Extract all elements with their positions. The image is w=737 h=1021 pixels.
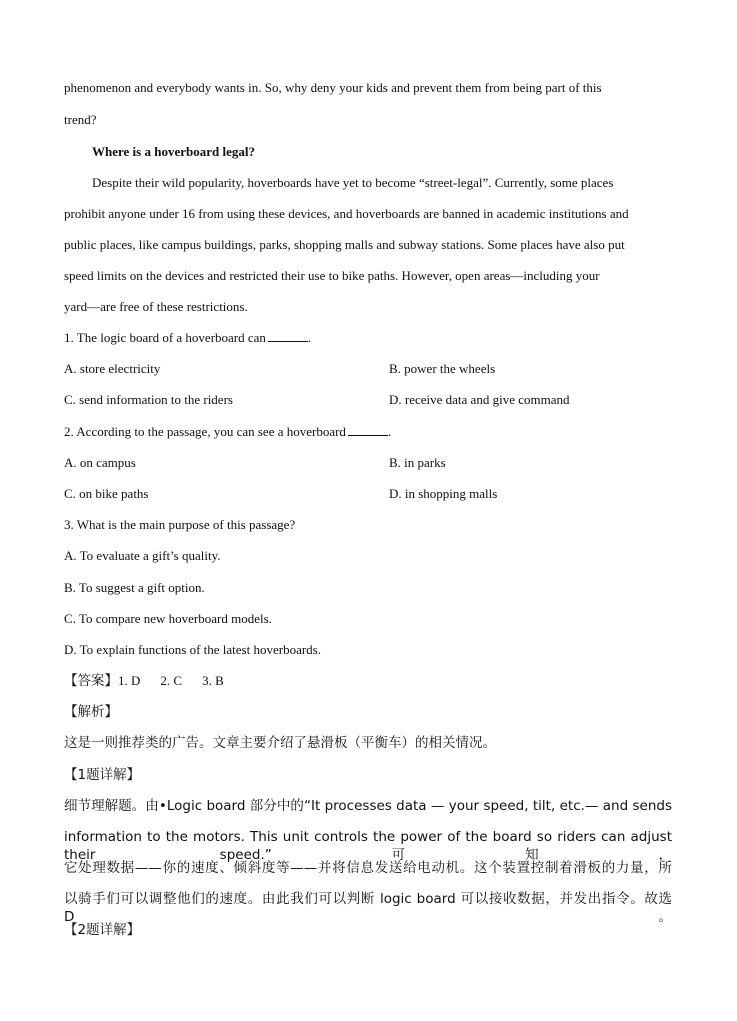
option-a: A. store electricity [64,361,161,376]
q1-detail-label: 【1题详解】 [64,767,141,783]
q1-detail-line: 它处理数据——你的速度、倾斜度等——并将信息发送给电动机。这个装置控制着滑板的力量，所 [64,860,672,876]
option-c: C. To compare new hoverboard models. [64,611,272,626]
passage-line-2: trend? [64,112,97,127]
paragraph-line: speed limits on the devices and restricted their use to bike paths. However, open areas—including your [64,268,600,283]
answer-line [64,672,224,690]
question-stem-text: 1. The logic board of a hoverboard can [64,330,266,345]
question-3-stem: 3. What is the main purpose of this passage? [64,517,296,532]
option-a: A. To evaluate a gift’s quality. [64,548,221,563]
q1-detail-line: 以骑手们可以调整他们的速度。由此我们可以判断 logic board 可以接收数据，并发出指令。故选 D。 [64,891,672,925]
paragraph-line: prohibit anyone under 16 from using these devices, and hoverboards are banned in academic institutions and [64,206,629,221]
option-d: D. To explain functions of the latest hoverboards. [64,642,321,657]
option-b: B. power the wheels [389,361,496,376]
answer-3: 3. B [202,673,224,688]
answer-2: 2. C [160,673,183,688]
option-a: A. on campus [64,455,136,470]
analysis-label: 【解析】 [64,704,118,720]
option-d: D. receive data and give command [389,392,570,407]
paragraph-line: yard—are free of these restrictions. [64,299,248,314]
q1-detail-line: 细节理解题。由•Logic board 部分中的“It processes data — your speed, tilt, etc.— and sends [64,798,672,814]
section-heading: Where is a hoverboard legal? [92,144,255,159]
answer-blank [268,329,308,342]
q1-detail-line: information to the motors. This unit controls the power of the board so riders can adjust their speed.”可知， [64,829,672,863]
stem-end: . [387,424,392,439]
option-b: B. To suggest a gift option. [64,580,205,595]
analysis-summary: 这是一则推荐类的广告。文章主要介绍了悬滑板（平衡车）的相关情况。 [64,735,496,751]
question-2-stem [64,423,391,441]
q2-detail-label: 【2题详解】 [64,922,141,938]
stem-end: . [307,330,312,345]
passage-line-1: phenomenon and everybody wants in. So, why deny your kids and prevent them from being part of this [64,80,602,95]
answer-blank [348,423,388,436]
question-1-stem [64,329,311,347]
option-b: B. in parks [389,455,446,470]
paragraph-line: public places, like campus buildings, parks, shopping malls and subway stations. Some places have also put [64,237,625,252]
paragraph-line: Despite their wild popularity, hoverboards have yet to become “street-legal”. Currently, some places [92,175,614,190]
option-c: C. on bike paths [64,486,149,501]
answer-label: 【答案】 [64,673,118,689]
option-d: D. in shopping malls [389,486,498,501]
question-stem-text: 2. According to the passage, you can see a hoverboard [64,424,346,439]
option-c: C. send information to the riders [64,392,233,407]
answer-1: 1. D [118,673,141,688]
